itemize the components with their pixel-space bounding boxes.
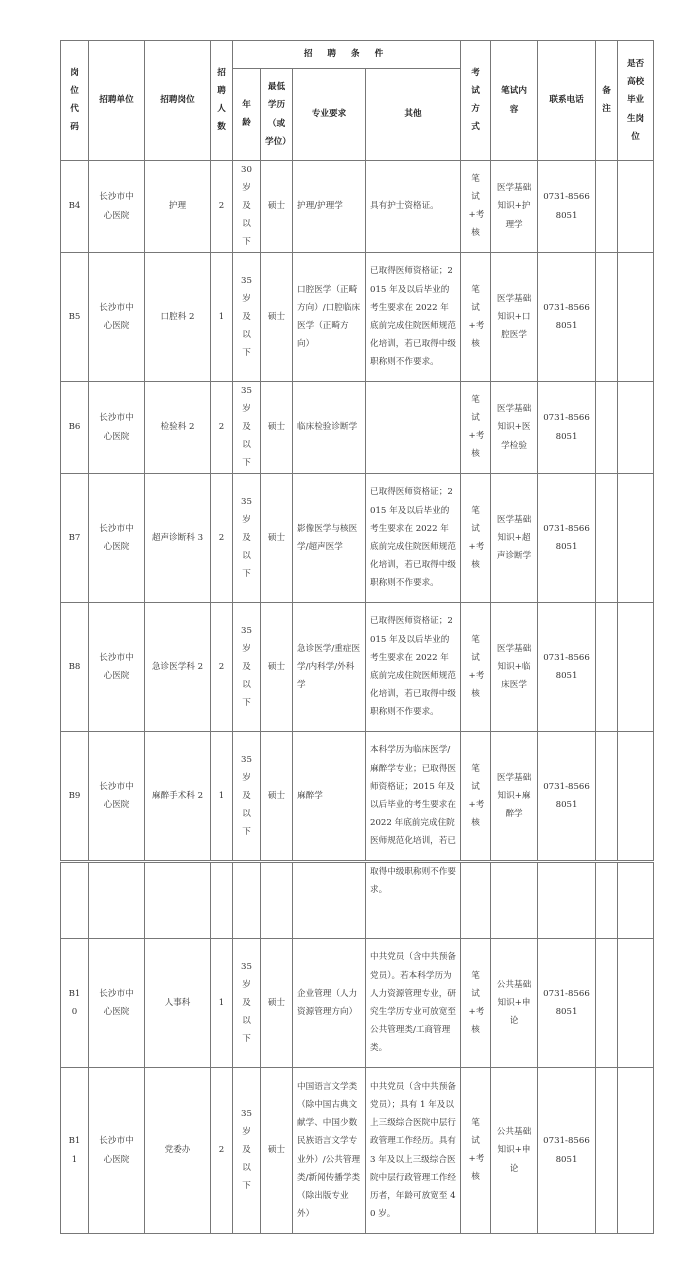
cell-exam-method: 笔试+考核 bbox=[461, 474, 491, 603]
cell-remark bbox=[596, 253, 618, 382]
cell-other: 具有护士资格证。 bbox=[366, 161, 461, 253]
cell-age: 35岁及以下 bbox=[233, 603, 261, 732]
cell-age: 35岁及以下 bbox=[233, 382, 261, 474]
cell-graduate-post bbox=[618, 603, 654, 732]
cell-age: 35岁及以下 bbox=[233, 1068, 261, 1234]
table-row bbox=[61, 253, 654, 382]
header-graduate-post: 是否高校毕业生岗位 bbox=[618, 41, 654, 161]
cell-written-content: 医学基础知识+护理学 bbox=[491, 161, 538, 253]
cell-unit: 长沙市中心医院 bbox=[89, 161, 145, 253]
cell-position: 检验科 2 bbox=[145, 382, 211, 474]
cell-exam-method: 笔试+考核 bbox=[461, 1068, 491, 1234]
cell-written-content: 公共基础知识+申论 bbox=[491, 1068, 538, 1234]
cell-code: B6 bbox=[61, 382, 89, 474]
cell-remark bbox=[596, 732, 618, 861]
cell-other: 中共党员（含中共预备党员）。若本科学历为人力资源管理专业，研究生学历专业可放宽至公共管理类/工商管理类。 bbox=[366, 939, 461, 1068]
continuation-row bbox=[61, 863, 654, 939]
cell-graduate-post bbox=[618, 939, 654, 1068]
header-other: 其他 bbox=[366, 69, 461, 161]
header-major: 专业要求 bbox=[293, 69, 366, 161]
table-row bbox=[61, 1068, 654, 1234]
cell-graduate-post bbox=[618, 253, 654, 382]
cell-exam-method: 笔试+考核 bbox=[461, 382, 491, 474]
cell-remark bbox=[596, 939, 618, 1068]
cell-position: 麻醉手术科 2 bbox=[145, 732, 211, 861]
cell-age: 35岁及以下 bbox=[233, 474, 261, 603]
cell-unit: 长沙市中心医院 bbox=[89, 382, 145, 474]
cell-count: 1 bbox=[211, 253, 233, 382]
cell-code: B10 bbox=[61, 939, 89, 1068]
header-unit: 招聘单位 bbox=[89, 41, 145, 161]
cell-count: 2 bbox=[211, 382, 233, 474]
cell-code: B7 bbox=[61, 474, 89, 603]
cell-graduate-post bbox=[618, 1068, 654, 1234]
header-code: 岗位代码 bbox=[61, 41, 89, 161]
cell-unit: 长沙市中心医院 bbox=[89, 253, 145, 382]
cell-count: 2 bbox=[211, 161, 233, 253]
cell-major: 企业管理（人力资源管理方向） bbox=[293, 939, 366, 1068]
cell-unit: 长沙市中心医院 bbox=[89, 603, 145, 732]
cell-position: 口腔科 2 bbox=[145, 253, 211, 382]
cell-education: 硕士 bbox=[261, 603, 293, 732]
recruitment-table-page-2 bbox=[60, 862, 654, 1234]
cell-count: 2 bbox=[211, 474, 233, 603]
cell-position: 护理 bbox=[145, 161, 211, 253]
cell-phone: 0731-85668051 bbox=[538, 382, 596, 474]
cell-code: B4 bbox=[61, 161, 89, 253]
cell-phone: 0731-85668051 bbox=[538, 253, 596, 382]
cell-graduate-post bbox=[618, 382, 654, 474]
cell-remark bbox=[596, 1068, 618, 1234]
cell-major: 麻醉学 bbox=[293, 732, 366, 861]
header-position: 招聘岗位 bbox=[145, 41, 211, 161]
cell-phone: 0731-85668051 bbox=[538, 161, 596, 253]
header-conditions: 招 聘 条 件 bbox=[233, 41, 461, 69]
cell-unit: 长沙市中心医院 bbox=[89, 732, 145, 861]
header-education: 最低学历（或学位） bbox=[261, 69, 293, 161]
cell-major: 中国语言文学类（除中国古典文献学、中国少数民族语言文学专业外）/公共管理类/新闻传播学类（除出版专业外） bbox=[293, 1068, 366, 1234]
cell-major: 护理/护理学 bbox=[293, 161, 366, 253]
cell-position: 超声诊断科 3 bbox=[145, 474, 211, 603]
cell-unit: 长沙市中心医院 bbox=[89, 474, 145, 603]
cell-other-continued: 取得中级职称则不作要求。 bbox=[366, 863, 461, 939]
header-exam-method: 考试方式 bbox=[461, 41, 491, 161]
header-remark: 备注 bbox=[596, 41, 618, 161]
cell-phone: 0731-85668051 bbox=[538, 1068, 596, 1234]
cell-written-content: 医学基础知识+麻醉学 bbox=[491, 732, 538, 861]
cell-education: 硕士 bbox=[261, 253, 293, 382]
cell-remark bbox=[596, 161, 618, 253]
cell-education: 硕士 bbox=[261, 382, 293, 474]
cell-exam-method: 笔试+考核 bbox=[461, 732, 491, 861]
cell-graduate-post bbox=[618, 732, 654, 861]
cell-code: B9 bbox=[61, 732, 89, 861]
cell-age: 35岁及以下 bbox=[233, 939, 261, 1068]
cell-written-content: 公共基础知识+申论 bbox=[491, 939, 538, 1068]
cell-education: 硕士 bbox=[261, 732, 293, 861]
cell-unit: 长沙市中心医院 bbox=[89, 1068, 145, 1234]
header-written-content: 笔试内容 bbox=[491, 41, 538, 161]
cell-exam-method: 笔试+考核 bbox=[461, 253, 491, 382]
cell-other: 中共党员（含中共预备党员）；具有 1 年及以上三级综合医院中层行政管理工作经历。具有 3 年及以上三级综合医院中层行政管理工作经历者，年龄可放宽至 40 岁。 bbox=[366, 1068, 461, 1234]
cell-age: 35岁及以下 bbox=[233, 253, 261, 382]
cell-remark bbox=[596, 474, 618, 603]
cell-phone: 0731-85668051 bbox=[538, 732, 596, 861]
cell-unit: 长沙市中心医院 bbox=[89, 939, 145, 1068]
cell-exam-method: 笔试+考核 bbox=[461, 161, 491, 253]
cell-count: 2 bbox=[211, 1068, 233, 1234]
cell-education: 硕士 bbox=[261, 474, 293, 603]
cell-major: 口腔医学（正畸方向）/口腔临床医学（正畸方向） bbox=[293, 253, 366, 382]
cell-remark bbox=[596, 382, 618, 474]
cell-other: 已取得医师资格证；2015 年及以后毕业的考生要求在 2022 年底前完成住院医师规范化培训，若已取得中级职称则不作要求。 bbox=[366, 253, 461, 382]
cell-education: 硕士 bbox=[261, 939, 293, 1068]
cell-other: 已取得医师资格证；2015 年及以后毕业的考生要求在 2022 年底前完成住院医师规范化培训，若已取得中级职称则不作要求。 bbox=[366, 603, 461, 732]
cell-code: B5 bbox=[61, 253, 89, 382]
cell-remark bbox=[596, 603, 618, 732]
cell-graduate-post bbox=[618, 161, 654, 253]
cell-phone: 0731-85668051 bbox=[538, 939, 596, 1068]
cell-written-content: 医学基础知识+口腔医学 bbox=[491, 253, 538, 382]
cell-count: 1 bbox=[211, 732, 233, 861]
recruitment-table-page-1 bbox=[60, 40, 654, 861]
cell-exam-method: 笔试+考核 bbox=[461, 603, 491, 732]
cell-education: 硕士 bbox=[261, 1068, 293, 1234]
table-row bbox=[61, 161, 654, 253]
cell-education: 硕士 bbox=[261, 161, 293, 253]
cell-phone: 0731-85668051 bbox=[538, 603, 596, 732]
table-row bbox=[61, 939, 654, 1068]
cell-major: 临床检验诊断学 bbox=[293, 382, 366, 474]
cell-other: 已取得医师资格证；2015 年及以后毕业的考生要求在 2022 年底前完成住院医师规范化培训，若已取得中级职称则不作要求。 bbox=[366, 474, 461, 603]
cell-count: 1 bbox=[211, 939, 233, 1068]
cell-count: 2 bbox=[211, 603, 233, 732]
table-row bbox=[61, 382, 654, 474]
cell-age: 35岁及以下 bbox=[233, 732, 261, 861]
table-row bbox=[61, 603, 654, 732]
cell-code: B11 bbox=[61, 1068, 89, 1234]
header-age: 年龄 bbox=[233, 69, 261, 161]
cell-age: 30岁及以下 bbox=[233, 161, 261, 253]
cell-exam-method: 笔试+考核 bbox=[461, 939, 491, 1068]
table-row bbox=[61, 474, 654, 603]
cell-other: 本科学历为临床医学/麻醉学专业；已取得医师资格证；2015 年及以后毕业的考生要求在 2022 年底前完成住院医师规范化培训，若已 bbox=[366, 732, 461, 861]
header-row-1 bbox=[61, 41, 654, 69]
cell-phone: 0731-85668051 bbox=[538, 474, 596, 603]
cell-major: 急诊医学/重症医学/内科学/外科学 bbox=[293, 603, 366, 732]
table-row bbox=[61, 732, 654, 861]
header-count: 招聘人数 bbox=[211, 41, 233, 161]
cell-code: B8 bbox=[61, 603, 89, 732]
cell-major: 影像医学与核医学/超声医学 bbox=[293, 474, 366, 603]
cell-written-content: 医学基础知识+临床医学 bbox=[491, 603, 538, 732]
cell-written-content: 医学基础知识+超声诊断学 bbox=[491, 474, 538, 603]
cell-position: 人事科 bbox=[145, 939, 211, 1068]
cell-position: 急诊医学科 2 bbox=[145, 603, 211, 732]
cell-graduate-post bbox=[618, 474, 654, 603]
cell-other bbox=[366, 382, 461, 474]
cell-position: 党委办 bbox=[145, 1068, 211, 1234]
cell-written-content: 医学基础知识+医学检验 bbox=[491, 382, 538, 474]
header-phone: 联系电话 bbox=[538, 41, 596, 161]
